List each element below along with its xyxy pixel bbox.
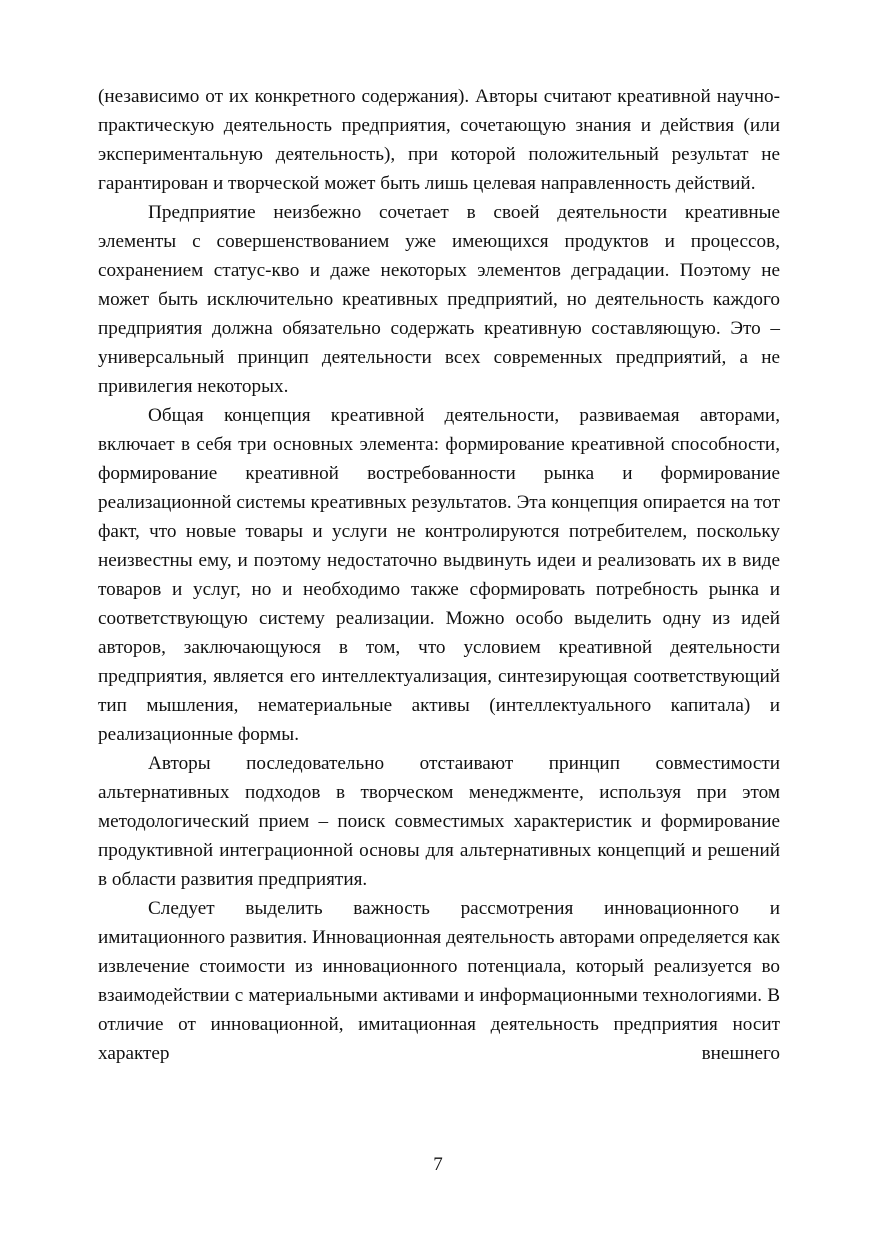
paragraph-4: Авторы последовательно отстаивают принцип совместимости альтернативных подходов в творческом менеджменте, используя при этом методологический прием – поиск совместимых характеристик и формирование продуктивной интеграционной основы для альтернативных концепций и решений в области развития предприятия.	[98, 753, 780, 890]
document-page	[98, 82, 780, 1068]
paragraph-2: Предприятие неизбежно сочетает в своей деятельности креативные элементы с совершенствованием уже имеющихся продуктов и процессов, сохранением статус-кво и даже некоторых элементов деградации. Поэтому не может быть исключительно креативных предприятий, но деятельность каждого предприятия должна обязательно содержать креативную составляющую. Это – универсальный принцип деятельности всех современных предприятий, а не привилегия некоторых.	[98, 202, 780, 397]
paragraph-1: (независимо от их конкретного содержания). Авторы считают креативной научно-практическую деятельность предприятия, сочетающую знания и действия (или экспериментальную деятельность), при которой положительный результат не гарантирован и творческой может быть лишь целевая направленность действий.	[98, 86, 780, 194]
page-number: 7	[433, 1154, 443, 1175]
paragraph-3: Общая концепция креативной деятельности, развиваемая авторами, включает в себя три основных элемента: формирование креативной способности, формирование креативной востребованности рынка и формирование реализационной системы креативных результатов. Эта концепция опирается на тот факт, что новые товары и услуги не контролируются потребителем, поскольку неизвестны ему, и поэтому недостаточно выдвинуть идеи и реализовать их в виде товаров и услуг, но и необходимо также сформировать потребность рынка и соответствующую систему реализации. Можно особо выделить одну из идей авторов, заключающуюся в том, что условием креативной деятельности предприятия, является его интеллектуализация, синтезирующая соответствующий тип мышления, нематериальные активы (интеллектуального капитала) и реализационные формы.	[98, 405, 780, 745]
paragraph-5: Следует выделить важность рассмотрения инновационного и имитационного развития. Инновационная деятельность авторами определяется как извлечение стоимости из инновационного потенциала, который реализуется во взаимодействии с материальными активами и информационными технологиями. В отличие от инновационной, имитационная деятельность предприятия носит характер внешнего	[98, 898, 780, 1064]
